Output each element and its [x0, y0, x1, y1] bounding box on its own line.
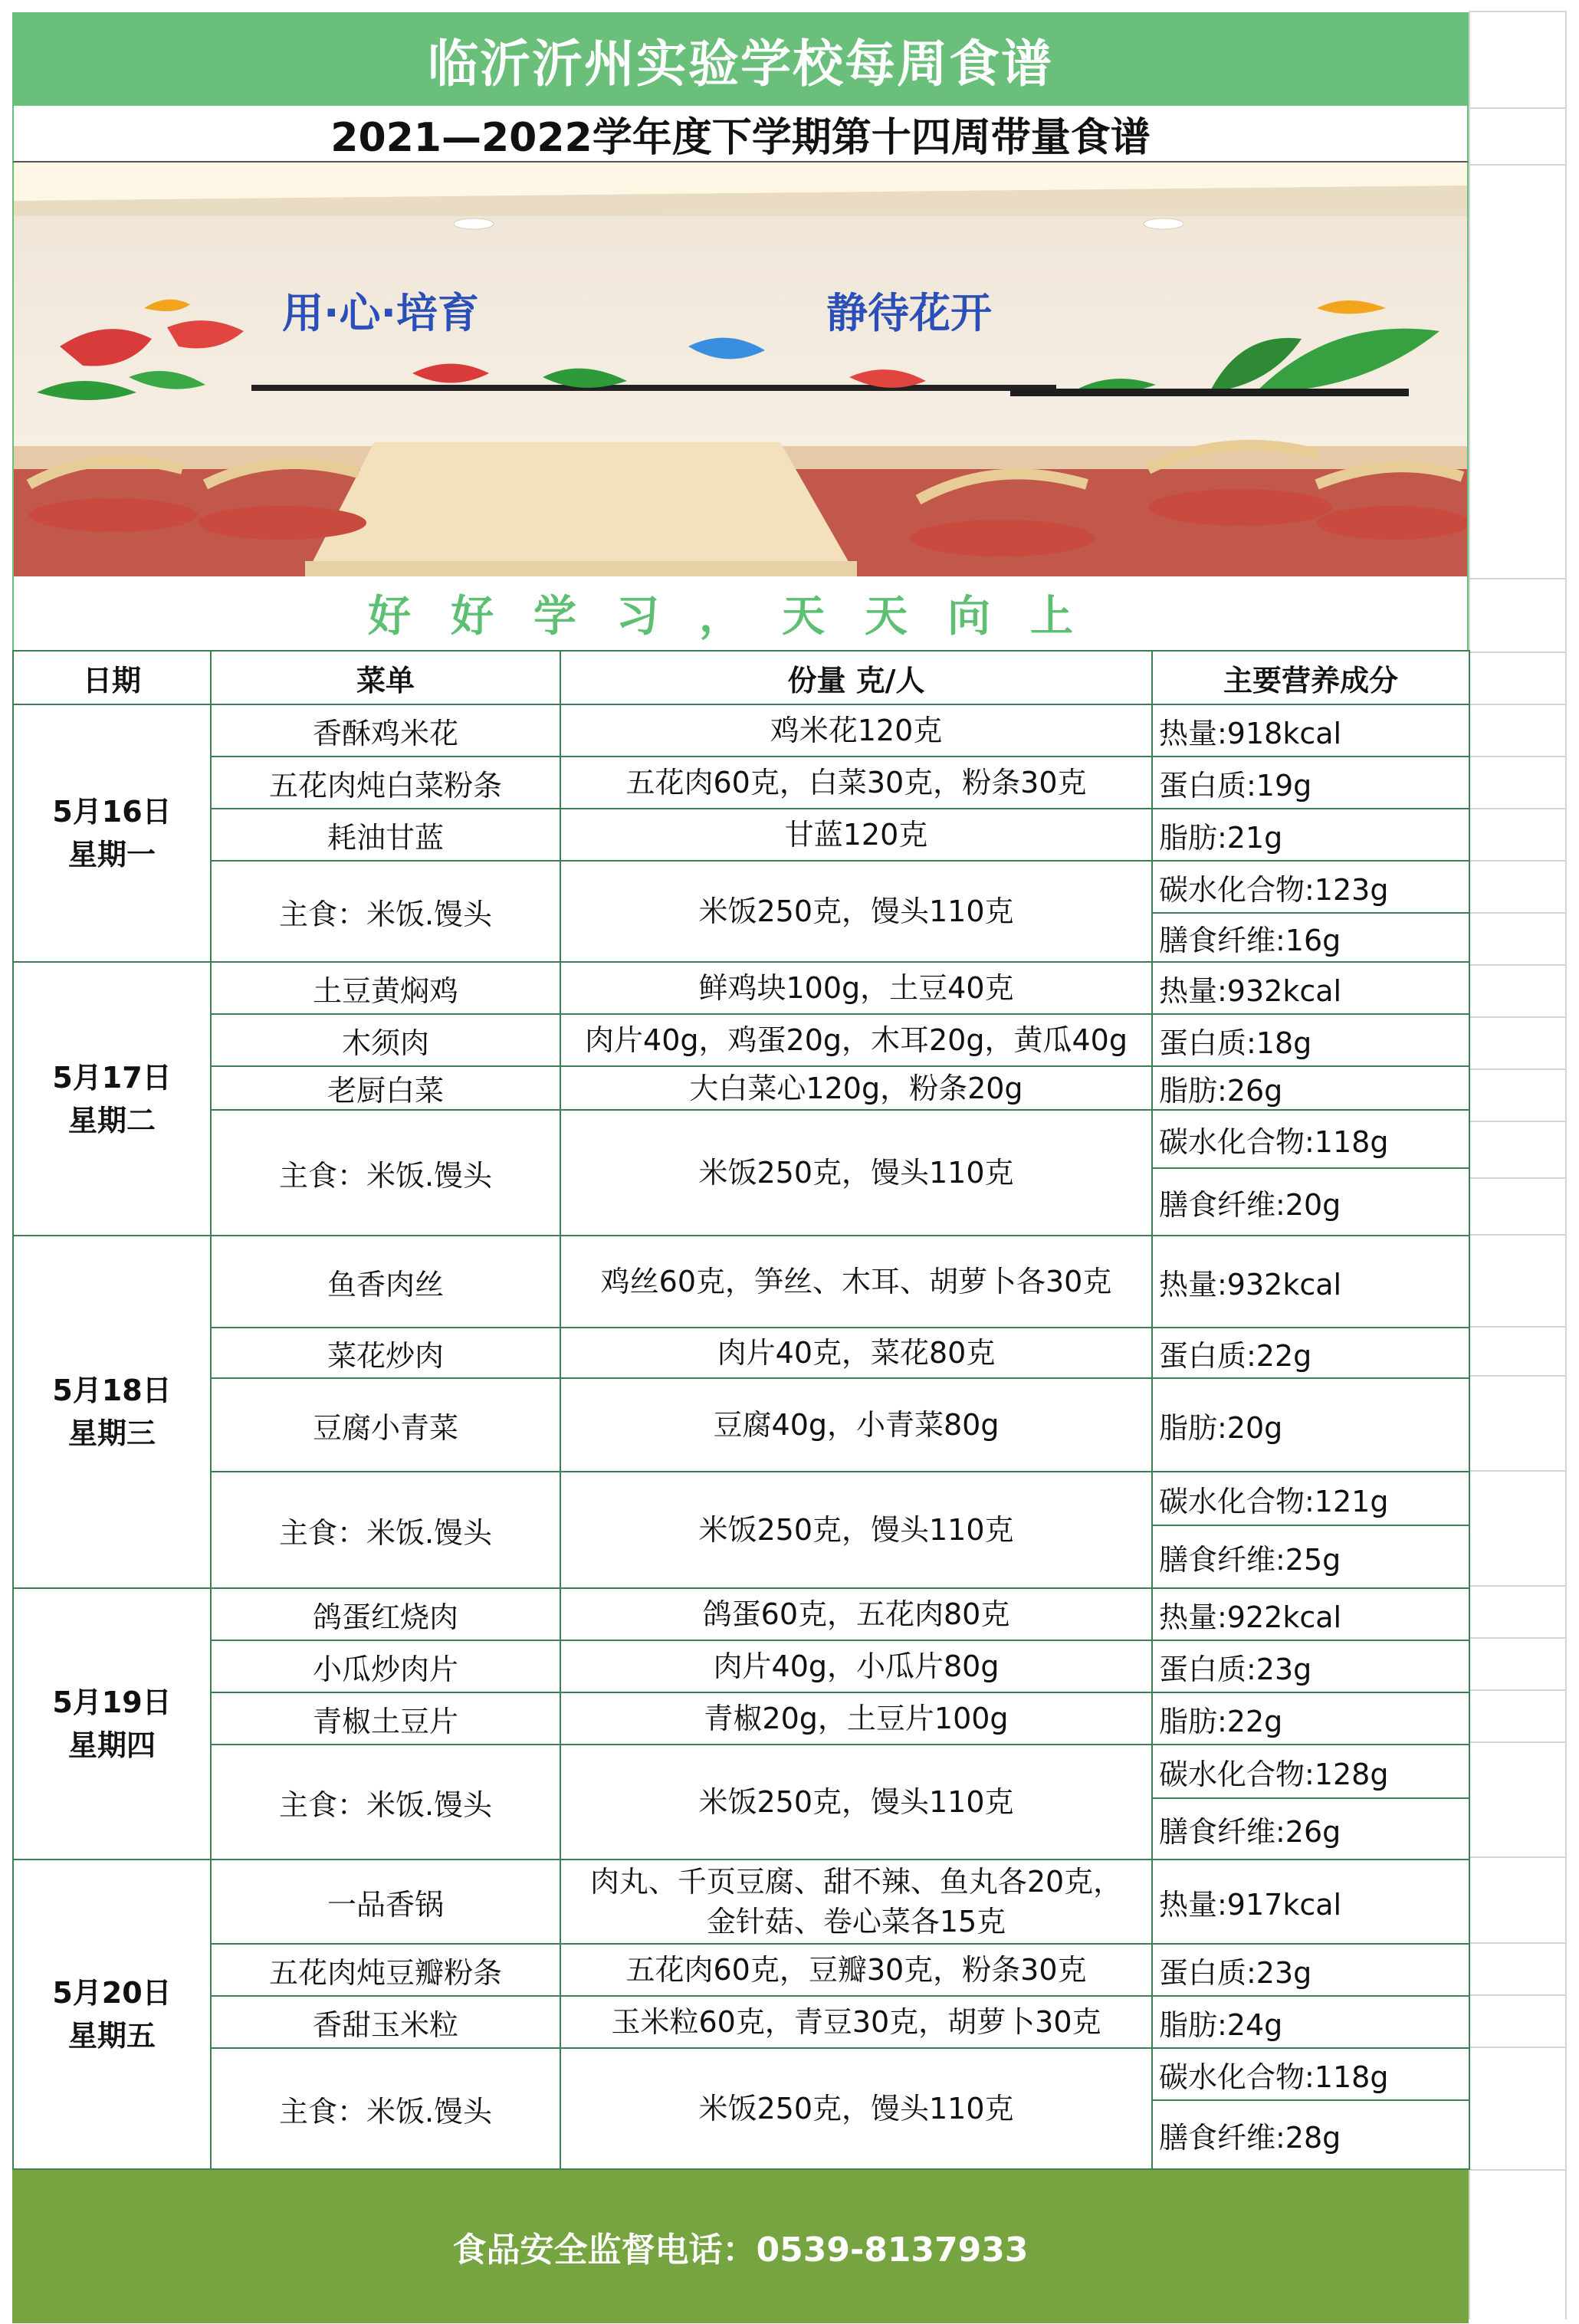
- portion-cell: 米饭250克，馒头110克: [560, 2048, 1152, 2169]
- portion-cell: 鲜鸡块100g，土豆40克: [560, 962, 1152, 1014]
- portion-cell: 大白菜心120g，粉条20g: [560, 1066, 1152, 1110]
- portion-cell: 肉片40克，菜花80克: [560, 1328, 1152, 1378]
- weekday-text: 星期五: [67, 2019, 156, 2053]
- nutrition-cell: 碳水化合物:118g: [1152, 2048, 1469, 2100]
- header-portion: 份量 克/人: [560, 651, 1152, 704]
- food-safety-hotline: 食品安全监督电话：0539-8137933: [12, 2170, 1469, 2323]
- table-row: [13, 962, 1469, 1014]
- table-row: [13, 1236, 1469, 1328]
- nutrition-cell: 热量:922kcal: [1152, 1588, 1469, 1640]
- header-nutrition: 主要营养成分: [1152, 651, 1469, 704]
- date-text: 5月16日: [52, 795, 172, 829]
- weekday-text: 星期一: [67, 838, 156, 872]
- dish-cell: 木须肉: [211, 1014, 560, 1066]
- date-cell: [13, 1860, 211, 2169]
- nutrition-cell: 膳食纤维:16g: [1152, 913, 1469, 962]
- dish-cell: 青椒土豆片: [211, 1692, 560, 1745]
- nutrition-cell: 脂肪:21g: [1152, 809, 1469, 861]
- date-cell: [13, 704, 211, 962]
- page-title: 临沂沂州实验学校每周食谱: [12, 12, 1469, 106]
- table-row: [13, 1860, 1469, 1944]
- portion-cell: 玉米粒60克，青豆30克，胡萝卜30克: [560, 1996, 1152, 2048]
- cafeteria-illustration: [14, 162, 1467, 576]
- nutrition-cell: 脂肪:26g: [1152, 1066, 1469, 1110]
- date-cell: [13, 1236, 211, 1588]
- table-row: [13, 1014, 1469, 1066]
- nutrition-cell: 膳食纤维:25g: [1152, 1525, 1469, 1588]
- portion-cell: 米饭250克，馒头110克: [560, 1472, 1152, 1588]
- date-text: 5月19日: [52, 1686, 172, 1719]
- date-cell: [13, 1588, 211, 1860]
- dish-cell: 小瓜炒肉片: [211, 1640, 560, 1692]
- date-text: 5月17日: [52, 1060, 172, 1095]
- nutrition-cell: 膳食纤维:26g: [1152, 1798, 1469, 1860]
- table-header-row: [13, 651, 1469, 704]
- motto-banner: [12, 576, 1469, 650]
- table-row: [13, 1692, 1469, 1745]
- date-text: 5月18日: [52, 1374, 172, 1407]
- nutrition-cell: 碳水化合物:123g: [1152, 861, 1469, 913]
- portion-cell: 五花肉60克，豆瓣30克，粉条30克: [560, 1944, 1152, 1996]
- nutrition-cell: 热量:932kcal: [1152, 1236, 1469, 1328]
- spreadsheet-gridlines: [1469, 11, 1567, 2310]
- weekday-text: 星期三: [67, 1416, 156, 1450]
- dish-cell: 主食：米饭.馒头: [211, 1110, 560, 1236]
- dish-cell: 五花肉炖白菜粉条: [211, 757, 560, 809]
- banner-slogan-left: 用·心·培育: [282, 289, 480, 337]
- table-row: [13, 1640, 1469, 1692]
- nutrition-cell: 脂肪:20g: [1152, 1378, 1469, 1472]
- portion-cell: 青椒20g，土豆片100g: [560, 1692, 1152, 1745]
- nutrition-cell: 热量:932kcal: [1152, 962, 1469, 1014]
- nutrition-cell: 脂肪:24g: [1152, 1996, 1469, 2048]
- date-cell: [13, 962, 211, 1236]
- nutrition-cell: 脂肪:22g: [1152, 1692, 1469, 1745]
- dish-cell: 五花肉炖豆瓣粉条: [211, 1944, 560, 1996]
- portion-cell: 肉片40g，鸡蛋20g，木耳20g，黄瓜40g: [560, 1014, 1152, 1066]
- dish-cell: 土豆黄焖鸡: [211, 962, 560, 1014]
- nutrition-cell: 热量:917kcal: [1152, 1860, 1469, 1944]
- motto-text: 好好学习，天天向上: [368, 592, 1113, 642]
- dish-cell: 香甜玉米粒: [211, 1996, 560, 2048]
- portion-cell: 鸡米花120克: [560, 704, 1152, 757]
- dish-cell: 鸽蛋红烧肉: [211, 1588, 560, 1640]
- nutrition-cell: 蛋白质:18g: [1152, 1014, 1469, 1066]
- cafeteria-banner-image: [12, 162, 1469, 576]
- nutrition-cell: 碳水化合物:128g: [1152, 1745, 1469, 1798]
- table-row: [13, 1588, 1469, 1640]
- portion-cell: 豆腐40g，小青菜80g: [560, 1378, 1152, 1472]
- table-row: [13, 1944, 1469, 1996]
- nutrition-cell: 膳食纤维:20g: [1152, 1168, 1469, 1236]
- weekday-text: 星期二: [67, 1103, 156, 1137]
- portion-cell: 肉片40g，小瓜片80g: [560, 1640, 1152, 1692]
- table-row: [13, 1110, 1469, 1168]
- dish-cell: 鱼香肉丝: [211, 1236, 560, 1328]
- dish-cell: 老厨白菜: [211, 1066, 560, 1110]
- nutrition-cell: 蛋白质:23g: [1152, 1944, 1469, 1996]
- dish-cell: 主食：米饭.馒头: [211, 2048, 560, 2169]
- table-row: [13, 1745, 1469, 1798]
- nutrition-cell: 蛋白质:19g: [1152, 757, 1469, 809]
- table-row: [13, 1328, 1469, 1378]
- weekday-text: 星期四: [67, 1728, 156, 1762]
- portion-cell: 五花肉60克，白菜30克，粉条30克: [560, 757, 1152, 809]
- portion-cell: 甘蓝120克: [560, 809, 1152, 861]
- nutrition-cell: 蛋白质:23g: [1152, 1640, 1469, 1692]
- dish-cell: 菜花炒肉: [211, 1328, 560, 1378]
- banner-slogan-right: 静待花开: [826, 289, 992, 337]
- portion-cell: 米饭250克，馒头110克: [560, 1745, 1152, 1860]
- date-text: 5月20日: [52, 1976, 172, 2010]
- portion-cell: 鸽蛋60克，五花肉80克: [560, 1588, 1152, 1640]
- dish-cell: 一品香锅: [211, 1860, 560, 1944]
- nutrition-cell: 碳水化合物:121g: [1152, 1472, 1469, 1525]
- header-date: 日期: [13, 651, 211, 704]
- nutrition-cell: 碳水化合物:118g: [1152, 1110, 1469, 1168]
- dish-cell: 主食：米饭.馒头: [211, 861, 560, 962]
- nutrition-cell: 热量:918kcal: [1152, 704, 1469, 757]
- menu-sheet: [12, 12, 1469, 2323]
- dish-cell: 主食：米饭.馒头: [211, 1472, 560, 1588]
- table-row: [13, 2048, 1469, 2100]
- table-row: [13, 757, 1469, 809]
- dish-cell: 香酥鸡米花: [211, 704, 560, 757]
- table-row: [13, 1066, 1469, 1110]
- portion-cell: 米饭250克，馒头110克: [560, 1110, 1152, 1236]
- dish-cell: 豆腐小青菜: [211, 1378, 560, 1472]
- table-row: [13, 1472, 1469, 1525]
- portion-cell: 鸡丝60克，笋丝、木耳、胡萝卜各30克: [560, 1236, 1152, 1328]
- table-row: [13, 1996, 1469, 2048]
- nutrition-cell: 蛋白质:22g: [1152, 1328, 1469, 1378]
- table-row: [13, 1378, 1469, 1472]
- weekly-menu-table: [12, 650, 1470, 2170]
- portion-cell: 米饭250克，馒头110克: [560, 861, 1152, 962]
- page-subtitle: 2021—2022学年度下学期第十四周带量食谱: [12, 106, 1469, 162]
- portion-cell: 肉丸、千页豆腐、甜不辣、鱼丸各20克，金针菇、卷心菜各15克: [560, 1860, 1152, 1944]
- dish-cell: 主食：米饭.馒头: [211, 1745, 560, 1860]
- dish-cell: 耗油甘蓝: [211, 809, 560, 861]
- table-row: [13, 809, 1469, 861]
- table-row: [13, 861, 1469, 913]
- table-row: [13, 704, 1469, 757]
- header-dish: 菜单: [211, 651, 560, 704]
- nutrition-cell: 膳食纤维:28g: [1152, 2100, 1469, 2169]
